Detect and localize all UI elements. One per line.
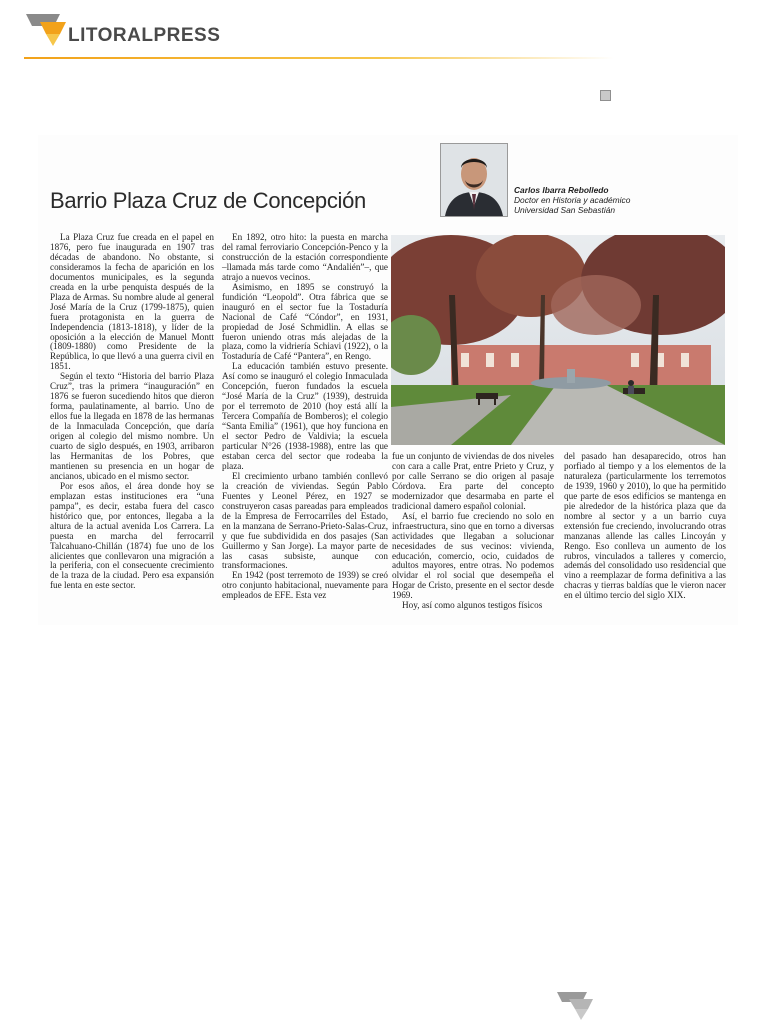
paragraph: del pasado han desaparecido, otros han porfiado al tiempo y a los elementos de la naturaleza (particularmente los terremotos de 1939, 1960 y 2010), lo que ha permitido que parte de esos edificios se mantenga en pie alrededor de la histórica plaza que da nombre al sector y a un barrio cuya extensión fue creciendo, involucrando otras manzanas allende las calles Lincoyán y Rengo. Eso conlleva un aumento de los rubros, vinculados a talleres y comercio, además del consolidado uso residencial que vino a reemplazar de forma definitiva a las chacras y tierras baldías que le vieron nacer en el último tercio del siglo XIX.: [564, 451, 726, 601]
litoralpress-mark-icon: [557, 990, 593, 1020]
author-role: Doctor en Historia y académico: [514, 195, 631, 205]
article-column-3: [392, 452, 554, 611]
article-column-4: [564, 452, 726, 601]
paragraph: Según el texto “Historia del barrio Plaza Cruz”, tras la primera “inauguración” en 1876 se fueron sucediendo hitos que dieron forma, paulatinamente, al barrio. Uno de ellos fue la llegada en 1878 de las hermanas de la Inmaculada Concepción, que daría origen al colegio del mismo nombre. Un cuarto de siglo después, en 1903, arribaron las Hermanitas de los Pobres, que mantienen su presencia en un hogar de ancianos, ubicado en el mismo sector.: [50, 371, 214, 481]
paragraph: Por esos años, el área donde hoy se emplazan estas instituciones era “una pampa”, es decir, estaba fuera del casco histórico que, por entonces, llegaba a la altura de la actual avenida Los Carrera. La puesta en marcha del ferrocarril Talcahuano-Chillán (1874) fue uno de los alicientes que conllevaron una migración a la periferia, con el consecuente crecimiento de la traza de la ciudad. Pero esa expansión fue lenta en este sector.: [50, 480, 214, 591]
paragraph: fue un conjunto de viviendas de dos niveles con cara a calle Prat, entre Prieto y Cruz, y por calle Serrano se dio origen al pasaje Córdova. Era parte del concepto modernizador que desarmaba en parte el tradicional damero español colonial.: [392, 451, 554, 511]
paragraph: En 1942 (post terremoto de 1939) se creó otro conjunto habitacional, nuevamente para empleados de EFE. Esta vez: [222, 570, 388, 601]
paragraph: Hoy, así como algunos testigos físicos: [402, 600, 543, 611]
plaza-photo: [391, 235, 725, 445]
article-clipping: [38, 135, 738, 625]
author-byline: [514, 185, 630, 215]
page-header: [0, 0, 768, 60]
paragraph: Así, el barrio fue creciendo no solo en infraestructura, sino que en torno a diversas actividades que llegaban a solucionar necesidades de sus vecinos: vivienda, educación, comercio, ocio, cuidados de adultos mayores, entre otras. No podemos olvidar el rol social que desempeña el Hogar de Cristo, presente en el sector desde 1969.: [392, 510, 554, 601]
paragraph: El crecimiento urbano también conllevó la creación de viviendas. Según Pablo Fuentes y Leonel Pérez, en 1927 se construyeron casas pareadas para empleados de la Empresa de Ferrocarriles del Estado, en la manzana de Serrano-Prieto-Salas-Cruz, y que fue subdividida en dos pasajes (San Guillermo y San Jorge). La mayor parte de las casas subsiste, aunque con transformaciones.: [222, 470, 388, 571]
author-affiliation: Universidad San Sebastián: [514, 205, 616, 215]
paragraph: La Plaza Cruz fue creada en el papel en 1876, pero fue inaugurada en 1907 tras décadas de abandono. No obstante, si consideramos la fecha de aparición en los documentos municipales, es la segunda creada en la urbe penquista después de la Plaza de Armas. Su nombre alude al general José María de la Cruz (1799-1875), quien fuera protagonista en la guerra de Independencia (1813-1818), y líder de la oposición a la elección de Manuel Montt (1809-1880) como Presidente de la República, lo que llevó a una guerra civil en 1851.: [50, 232, 214, 372]
paragraph: La educación también estuvo presente. Así como se inauguró el colegio Inmaculada Concepción, fueron fundados la escuela “José María de la Cruz” (1939), destruida por el terremoto de 2010 (hoy está allí la Tercera Compañía de Bomberos); el colegio “Santa Emilia” (1961), que hoy funciona en el sector Pedro de Valdivia; la escuela particular N°26 (1938-1988), entre las que estaban cerca del sector que rodeaba la plaza.: [222, 361, 388, 471]
article-title: Barrio Plaza Cruz de Concepción: [50, 188, 366, 213]
litoralpress-logo-icon: [26, 12, 66, 46]
brand-name: LITORALPRESS: [68, 25, 221, 46]
paragraph: Asimismo, en 1895 se construyó la fundición “Leopold”. Otra fábrica que se inauguró en el sector fue la Tostaduría Nacional de Café “Cóndor”, en 1931, propiedad de José Schmidlin. A ellas se fueron uniendo otras más alejadas de la plaza, como la vidriería Schiavi (1922), o la Tostaduría de Café “Pantera”, en Rengo.: [222, 281, 388, 362]
article-column-1: [50, 233, 214, 591]
header-divider: [24, 57, 614, 59]
author-name: Carlos Ibarra Rebolledo: [514, 185, 609, 195]
small-square-icon: [600, 90, 611, 101]
article-column-2: [222, 233, 388, 601]
paragraph: En 1892, otro hito: la puesta en marcha del ramal ferroviario Concepción-Penco y la construcción de la estación correspondiente –llamada más tarde como “Andalién”–, que atrajo a nuevos vecinos.: [222, 232, 388, 282]
author-photo: [440, 143, 508, 217]
